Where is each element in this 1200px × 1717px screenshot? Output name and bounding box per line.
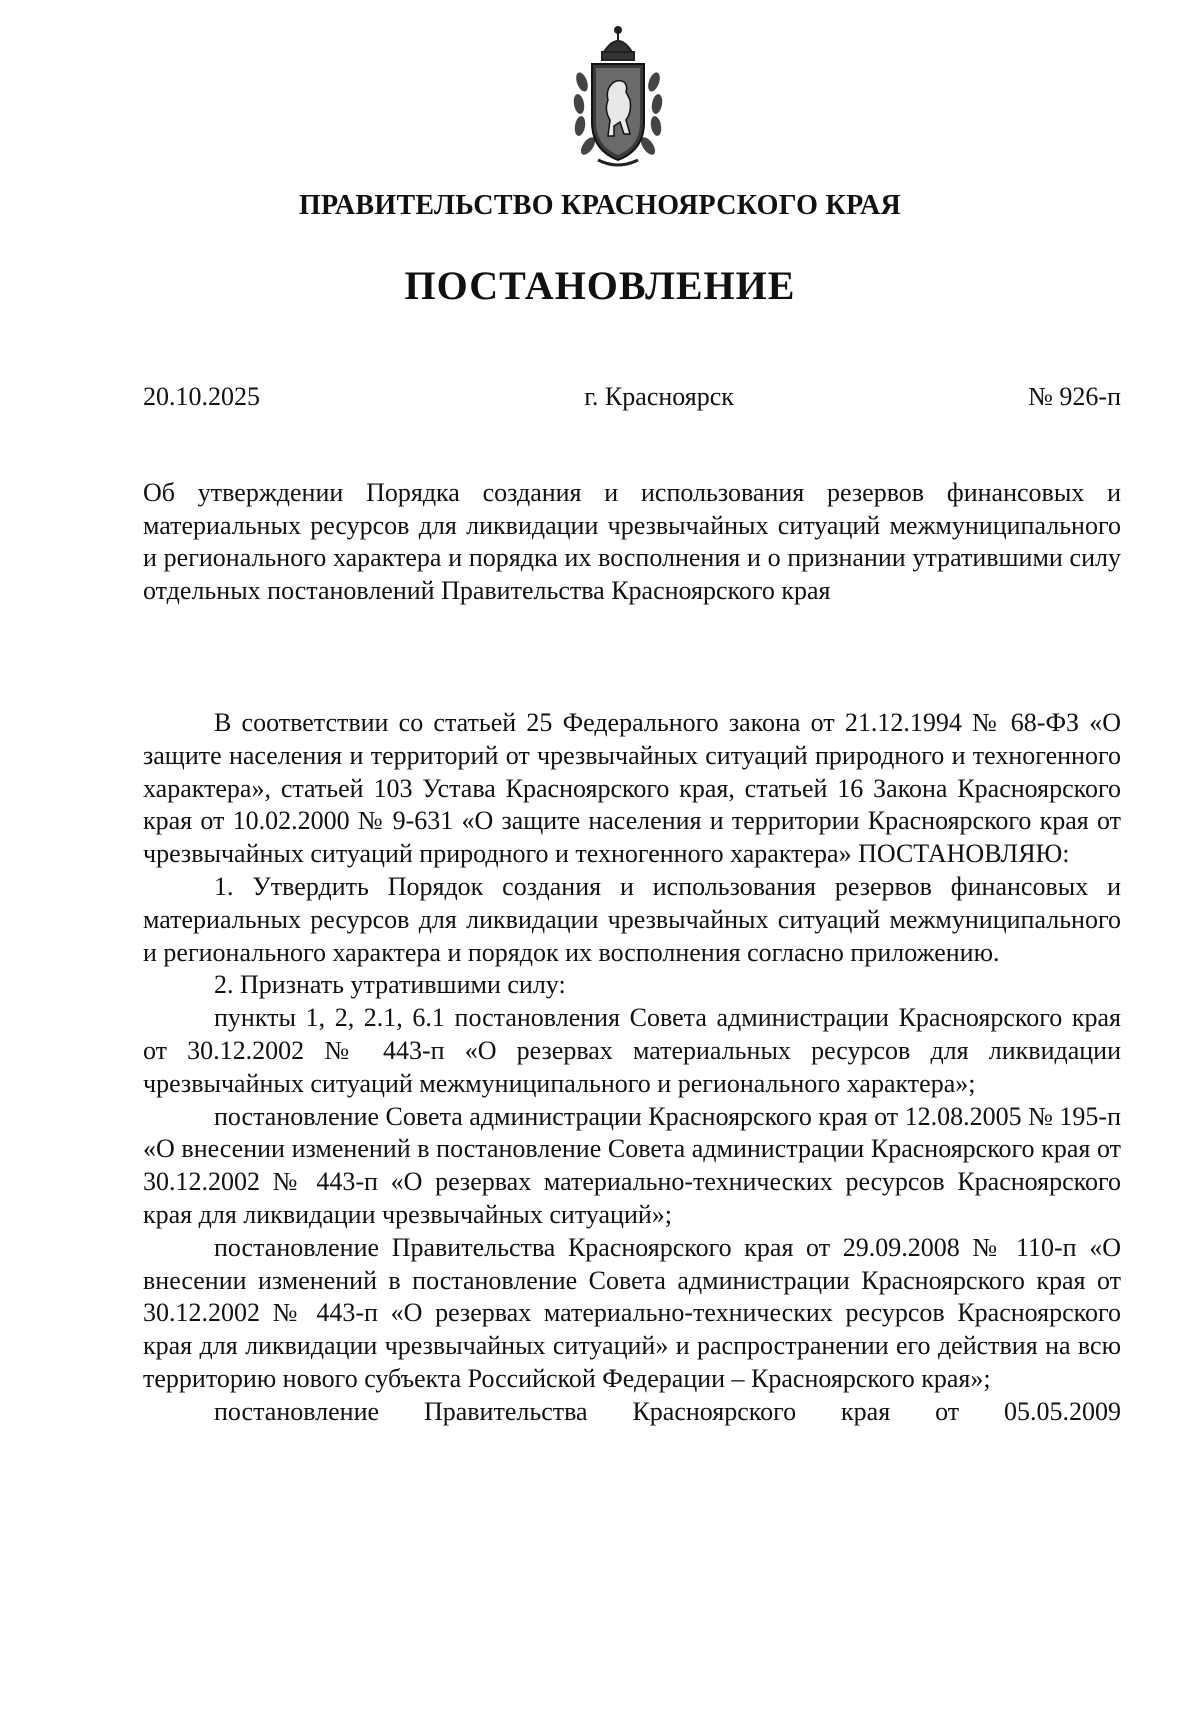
paragraph: пункты 1, 2, 2.1, 6.1 постановления Совета администрации Красноярского края от 30.12.2002 № 443-п «О резервах материальных ресурсов для ликвидации чрезвычайных ситуаций межмуниципального и регионального характера»; — [143, 1003, 1121, 1098]
paragraph: постановление Правительства Красноярского края от 05.05.2009 — [214, 1396, 1121, 1426]
paragraph: 2. Признать утратившими силу: — [214, 970, 566, 1000]
document-body — [143, 707, 1121, 1429]
document-number: № 926-п — [1028, 382, 1121, 411]
document-date: 20.10.2025 — [143, 382, 260, 411]
document-meta — [143, 382, 1121, 412]
document-title: Об утверждении Порядка создания и использования резервов финансовых и материальных ресурсов для ликвидации чрезвычайных ситуаций межмуниципального и регионального характера и порядка их восполнения и о признании утратившими силу отдельных постановлений Правительства Красноярского края — [143, 478, 1121, 605]
paragraph: постановление Совета администрации Красноярского края от 12.08.2005 № 195-п «О внесении изменений в постановление Совета администрации Красноярского края от 30.12.2002 № 443-п «О резервах материально-технических ресурсов Красноярского края для ликвидации чрезвычайных ситуаций»; — [143, 1101, 1121, 1229]
krasnoyarsk-coat-of-arms-icon — [570, 22, 666, 170]
paragraph: 1. Утвердить Порядок создания и использования резервов финансовых и материальных ресурсов для ликвидации чрезвычайных ситуаций межмуниципального и регионального характера и порядок их восполнения согласно приложению. — [143, 871, 1121, 967]
document-type: ПОСТАНОВЛЕНИЕ — [404, 263, 796, 308]
organization-name: ПРАВИТЕЛЬСТВО КРАСНОЯРСКОГО КРАЯ — [298, 190, 902, 221]
paragraph: постановление Правительства Красноярского края от 29.09.2008 № 110-п «О внесении изменений в постановление Совета администрации Красноярского края от 30.12.2002 № 443-п «О резервах материально-технических ресурсов Красноярского края для ликвидации чрезвычайных ситуаций» и распространении его действия на всю территорию нового субъекта Российской Федерации – Красноярского края»; — [143, 1232, 1121, 1393]
paragraph: В соответствии со статьей 25 Федерального закона от 21.12.1994 № 68-ФЗ «О защите населения и территорий от чрезвычайных ситуаций природного и техногенного характера», статьей 103 Устава Красноярского края, статьей 16 Закона Красноярского края от 10.02.2000 № 9-631 «О защите населения и территории Красноярского края от чрезвычайных ситуаций природного и техногенного характера» ПОСТАНОВЛЯЮ: — [143, 708, 1121, 869]
document-city: г. Красноярск — [584, 382, 734, 411]
